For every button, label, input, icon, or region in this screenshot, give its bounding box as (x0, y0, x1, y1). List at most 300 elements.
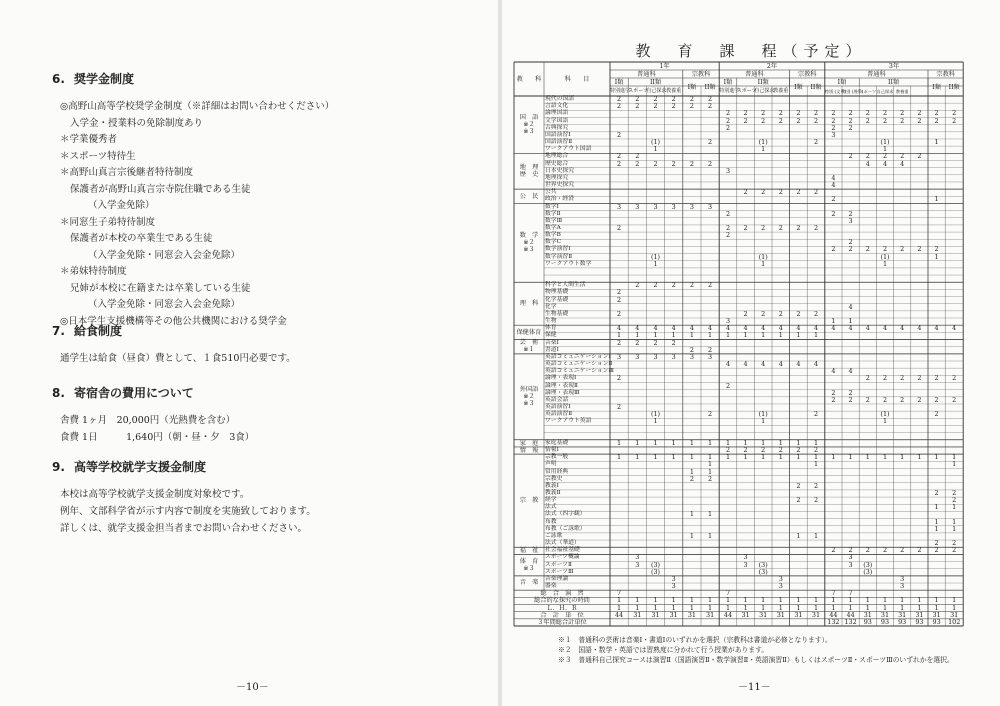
type-label: I類 (614, 78, 624, 86)
summary-value: 93 (863, 617, 872, 626)
credit-value: 2 (725, 209, 731, 218)
subject-name: 科学と人間生活 (545, 282, 586, 289)
summary-value: 1 (671, 596, 676, 605)
credit-value: 2 (900, 116, 905, 125)
summary-value: 31 (687, 610, 696, 619)
credit-value: 2 (900, 395, 905, 404)
summary-value: 1 (917, 596, 922, 605)
body-text-line: 例年、文部科学省が示す内容で制度を実施致しております。 (60, 506, 316, 517)
summary-label: Ｌ．Ｈ．Ｒ (546, 604, 578, 612)
credit-value: 1 (708, 453, 713, 462)
summary-label: 総 合 演 習 (540, 590, 584, 598)
summary-value: 31 (794, 610, 803, 619)
credit-value: 1 (743, 331, 748, 340)
credit-value: 1 (934, 517, 939, 526)
subject-area-label: 体 育 ※３ (519, 557, 539, 572)
course-type-label: 自己探求 (646, 87, 667, 94)
footnote: ※３ 普通科自己探究コースは演習Ⅱ（国語演習Ⅱ・数学演習Ⅱ・英語演習Ⅱ）もしくはスポーツⅡ・スポーツⅢのいずれかを選択。 (558, 656, 954, 664)
credit-value: 1 (934, 453, 939, 462)
section-title-text: 給食制度 (74, 324, 123, 338)
credit-value: 1 (708, 467, 713, 476)
credit-value: 1 (813, 460, 819, 469)
summary-value: 1 (743, 596, 748, 605)
summary-value: 1 (952, 603, 957, 612)
credit-value: 4 (900, 324, 905, 333)
summary-value: 1 (708, 596, 713, 605)
subject-name: 数学演習Ⅱ (545, 253, 573, 260)
summary-value: 1 (865, 603, 870, 612)
subject-area-label: 外国語 ※２ ※３ (519, 386, 539, 407)
credit-value: 1 (653, 145, 658, 154)
credit-value: 2 (743, 109, 748, 118)
body-text-line: 通学生は給食（昼食）費として、１食510円必要です。 (60, 353, 296, 364)
subject-name: 世界史探究 (545, 182, 574, 189)
credit-value: 2 (848, 388, 853, 397)
credit-value: 2 (761, 309, 766, 318)
credit-value: 2 (831, 395, 836, 404)
credit-value: 2 (813, 446, 819, 455)
summary-value: 1 (848, 603, 853, 612)
subject-name: 英語コミュニケーションⅠ (545, 353, 611, 360)
body-text-line: 食費 1日 1,640円（朝・昼・夕 3食） (60, 432, 255, 443)
credit-value: 1 (831, 453, 836, 462)
credit-value: 4 (917, 324, 922, 333)
credit-value: 4 (796, 324, 801, 333)
body-text-line: 本校は高等学校就学支援金制度対象校です。 (60, 489, 250, 500)
credit-value: 1 (653, 331, 658, 340)
credit-value: 2 (813, 496, 819, 505)
credit-value: 2 (689, 281, 694, 290)
credit-value: 1 (617, 438, 622, 447)
credit-value: 3 (725, 166, 731, 175)
credit-value: 2 (617, 374, 622, 383)
credit-value: 3 (671, 582, 676, 591)
course-label: 普通科 (745, 70, 764, 78)
credit-value: 2 (796, 224, 801, 232)
credit-value: 2 (831, 388, 836, 397)
subject-name: 保健 (545, 332, 557, 339)
credit-value: 3 (689, 202, 694, 211)
credit-value: 2 (653, 338, 658, 347)
credit-value: 2 (952, 539, 957, 548)
credit-value: 3 (900, 574, 905, 583)
summary-value: 31 (950, 610, 959, 619)
summary-value: 102 (948, 617, 961, 626)
credit-value: 2 (882, 546, 888, 555)
subject-name: 言語文化 (545, 103, 569, 110)
summary-value: 31 (863, 610, 872, 619)
credit-value: 2 (865, 109, 870, 118)
subject-name: 日本史探究 (545, 167, 574, 174)
credit-value: 2 (848, 209, 853, 218)
credit-value: 2 (617, 309, 622, 318)
credit-value: 2 (900, 245, 905, 254)
credit-value: 1 (708, 331, 713, 340)
credit-value: 3 (671, 202, 676, 211)
course-type-label: 自己探求 (876, 88, 894, 94)
course-type-label: 特別進学 (719, 87, 740, 94)
credit-value: 2 (617, 288, 622, 297)
summary-value: 1 (796, 603, 801, 612)
credit-value: 2 (671, 102, 676, 111)
credit-value: 3 (743, 560, 748, 569)
credit-value: 2 (813, 109, 819, 118)
credit-value: 2 (831, 195, 836, 204)
credit-value: 1 (689, 531, 694, 540)
credit-value: 4 (761, 324, 766, 333)
credit-value: 1 (952, 453, 957, 462)
credit-value: 2 (934, 245, 939, 254)
credit-value: (3) (758, 567, 768, 576)
subject-name: スポーツⅡ (545, 561, 572, 568)
credit-value: 2 (831, 123, 836, 132)
subject-name: 英語演習Ⅱ (545, 411, 573, 418)
credit-value: 4 (952, 324, 957, 333)
credit-value: 1 (813, 438, 819, 447)
credit-value: 1 (653, 453, 658, 462)
credit-value: 1 (743, 438, 748, 447)
credit-value: 2 (725, 381, 731, 390)
body-text-line: （入学金免除・同窓会入会金免除） (88, 249, 241, 261)
credit-value: 1 (952, 524, 957, 533)
subject-name: スポーツ概論 (545, 554, 580, 561)
credit-value: 1 (813, 531, 819, 540)
credit-value: 4 (761, 360, 766, 369)
summary-value: 1 (653, 603, 658, 612)
credit-value: 1 (848, 453, 853, 462)
credit-value: 4 (900, 159, 905, 168)
subject-name: 地理総合 (545, 153, 569, 160)
credit-value: 3 (848, 216, 853, 225)
body-text-line: ◎日本学生支援機構等その他公共機関における奨学金 (60, 315, 287, 327)
credit-value: 2 (865, 116, 870, 125)
credit-value: 2 (617, 403, 622, 412)
credit-value: 1 (761, 259, 766, 268)
type-label: II類 (888, 78, 900, 86)
subject-name: 化学 (545, 303, 557, 310)
summary-value: 31 (633, 610, 642, 619)
subject-name: 生物基礎 (545, 310, 569, 317)
body-text-line: 入学金・授業料の免除制度あり (70, 117, 204, 129)
credit-value: (3) (650, 560, 661, 569)
credit-value: 1 (813, 331, 819, 340)
subject-name: 論理・表現Ⅰ (545, 375, 577, 382)
credit-value: 2 (813, 481, 819, 490)
subject-name: 数学A (545, 225, 561, 231)
credit-value: 2 (900, 109, 905, 118)
subject-name: 書道Ⅰ (545, 346, 559, 353)
credit-value: 1 (725, 453, 731, 462)
subject-name: 法式（華道） (545, 540, 580, 547)
section-number: 9. (52, 460, 65, 474)
credit-value: 2 (708, 410, 713, 419)
subject-name: 器楽 (545, 583, 557, 590)
section-number: 7. (52, 324, 65, 338)
credit-value: (3) (863, 560, 873, 569)
credit-value: 2 (761, 224, 766, 232)
credit-value: 2 (635, 159, 640, 168)
body-text-line: 詳しくは、就学支援金担当者までお問い合わせください。 (60, 523, 308, 534)
subject-name: 宗教一般 (545, 454, 569, 461)
credit-value: 4 (831, 367, 836, 376)
subject-name: 論理・表現Ⅲ (545, 389, 580, 396)
summary-value: 1 (617, 603, 622, 612)
body-text-line: ＊スポーツ特待生 (60, 150, 136, 162)
credit-value: 2 (725, 116, 731, 125)
credit-value: 2 (882, 116, 888, 125)
summary-value: 1 (617, 596, 622, 605)
credit-value: (1) (880, 252, 890, 261)
credit-value: 4 (848, 302, 853, 311)
course-type-label: 特別進学 (610, 87, 631, 94)
year-label: 2年 (766, 62, 778, 70)
credit-value: (1) (758, 252, 768, 261)
credit-value: 1 (653, 438, 658, 447)
credit-value: (3) (863, 567, 873, 576)
credit-value: (1) (650, 138, 661, 147)
credit-value: 3 (708, 202, 713, 211)
subject-area-label: 公 民 (519, 192, 539, 200)
subject-area-label: 情 報 (519, 446, 539, 454)
credit-value: 1 (778, 331, 783, 340)
credit-value: 3 (778, 574, 783, 583)
credit-value: 2 (743, 116, 748, 125)
credit-value: 3 (848, 553, 853, 562)
credit-value: 2 (761, 188, 766, 197)
credit-value: (1) (650, 410, 661, 419)
credit-value: 2 (635, 338, 640, 347)
year-label: 1年 (659, 62, 670, 70)
credit-value: 2 (952, 496, 957, 505)
religion-type-label: I類 (932, 83, 941, 91)
credit-value: 2 (952, 395, 957, 404)
credit-value: 1 (952, 503, 957, 512)
summary-value: 31 (669, 610, 678, 619)
credit-value: 4 (743, 324, 748, 333)
credit-value: 1 (689, 467, 694, 476)
credit-value: 2 (813, 138, 819, 147)
summary-value: 1 (689, 603, 694, 612)
credit-value: 2 (725, 231, 731, 240)
credit-value: 4 (848, 367, 853, 376)
credit-value: 2 (865, 245, 870, 254)
credit-value: 2 (653, 159, 658, 168)
credit-value: 4 (743, 360, 748, 369)
subject-name: 布教（ご詠歌） (545, 525, 586, 532)
course-type-label: スポーツ (859, 88, 877, 94)
credit-value: 2 (671, 281, 676, 290)
credit-value: 4 (813, 360, 819, 369)
summary-value: 93 (915, 617, 924, 626)
credit-value: 2 (900, 546, 905, 555)
credit-value: 2 (708, 102, 713, 111)
credit-value: 1 (761, 438, 766, 447)
credit-value: 2 (778, 109, 783, 118)
subject-area-label: 地 理 歴 史 (519, 164, 539, 178)
credit-value: 2 (934, 410, 939, 419)
credit-value: 1 (671, 331, 676, 340)
summary-value: 1 (761, 603, 766, 612)
credit-value: 2 (917, 116, 922, 125)
credit-value: 1 (761, 453, 766, 462)
body-text-line: ＊同窓生子弟特待制度 (60, 216, 156, 228)
credit-value: 1 (761, 331, 766, 340)
credit-value: (1) (880, 410, 890, 419)
credit-value: 2 (778, 116, 783, 125)
subject-area-label: 家 庭 (519, 439, 539, 447)
credit-value: 1 (761, 145, 766, 154)
column-header: 教 科 (516, 75, 542, 83)
credit-value: 2 (848, 152, 853, 161)
subject-name: 数学Ⅰ (545, 203, 559, 210)
course-type-label: 特別 (文系) (824, 88, 847, 94)
summary-value: 31 (776, 610, 785, 619)
credit-value: 4 (671, 324, 676, 333)
credit-value: 3 (653, 352, 658, 361)
body-text-line: （入学金免除・同窓会入会金免除） (88, 299, 241, 310)
footnote: ※１ 普通科の芸術は音楽Ⅰ・書道Ⅰのいずれかを選択（宗教科は書道が必修となります）。 (558, 636, 832, 644)
right-page (502, 0, 1000, 706)
credit-value: 1 (882, 417, 888, 426)
section-title (52, 458, 206, 475)
page-number-right: －11－ (738, 682, 771, 693)
credit-value: 4 (617, 324, 622, 333)
summary-value: 31 (898, 610, 907, 619)
section-number: 6. (52, 72, 65, 86)
credit-value: 4 (831, 181, 836, 190)
left-page (0, 0, 498, 706)
credit-value: 1 (689, 510, 694, 519)
credit-value: 2 (796, 496, 801, 505)
credit-value: 4 (865, 324, 870, 333)
summary-value: 1 (952, 596, 957, 605)
religion-type-label: I類 (687, 83, 697, 91)
summary-value: 31 (880, 610, 890, 619)
subject-name: 布教 (545, 518, 557, 525)
subject-name: 常用経典 (545, 468, 569, 475)
credit-value: 1 (934, 195, 939, 204)
credit-value: 1 (761, 417, 766, 426)
religion-type-label: II類 (704, 83, 716, 91)
credit-value: 1 (708, 460, 713, 469)
footnote: ※２ 国語・数学・英語では習熟度に分かれて行う授業があります。 (558, 646, 769, 654)
credit-value: 1 (934, 252, 939, 261)
credit-value: 1 (671, 438, 676, 447)
credit-value: 2 (934, 546, 939, 555)
credit-value: 2 (671, 338, 676, 347)
credit-value: 2 (743, 188, 748, 197)
credit-value: 4 (831, 173, 836, 182)
subject-name: 公共 (545, 189, 557, 196)
subject-name: 法式（四字観） (545, 511, 586, 518)
credit-value: (1) (758, 138, 768, 147)
summary-value: 93 (880, 617, 890, 626)
summary-value: 1 (900, 596, 905, 605)
summary-value: 7 (725, 589, 731, 598)
section-number: 8. (52, 386, 65, 400)
subject-name: 情報Ⅰ (545, 447, 559, 454)
credit-value: 2 (689, 474, 694, 483)
summary-value: 31 (651, 610, 660, 619)
credit-value: 4 (934, 324, 939, 333)
subject-name: 数学Ⅱ (545, 210, 561, 217)
summary-value: 1 (934, 596, 939, 605)
type-label: II類 (649, 78, 662, 86)
credit-value: 3 (900, 582, 905, 591)
summary-value: 1 (934, 603, 939, 612)
curriculum-title: 教 育 課 程（予定） (635, 42, 867, 60)
credit-value: 3 (653, 202, 658, 211)
credit-value: 3 (831, 130, 836, 139)
credit-value: 2 (917, 109, 922, 118)
credit-value: 2 (865, 374, 870, 383)
credit-value: 2 (952, 116, 957, 125)
credit-value: 2 (708, 138, 713, 147)
summary-value: 1 (635, 596, 640, 605)
credit-value: 2 (617, 338, 622, 347)
subject-name: 体育 (545, 325, 557, 332)
credit-value: 2 (813, 309, 819, 318)
credit-value: 4 (865, 159, 870, 168)
course-type-label: 教養重 (666, 87, 682, 94)
credit-value: 2 (617, 159, 622, 168)
subject-name: ご詠歌 (545, 532, 563, 539)
subject-name: 国語演習Ⅱ (545, 139, 573, 146)
subject-name: 論理・表現Ⅱ (545, 382, 578, 389)
subject-name: 数学C (545, 239, 562, 246)
credit-value: 2 (952, 546, 957, 555)
credit-value: 2 (900, 374, 905, 383)
subject-name: 社会福祉基礎 (545, 547, 580, 554)
credit-value: 2 (796, 109, 801, 118)
credit-value: 2 (882, 109, 888, 118)
body-text-line: 保護者が高野山真言宗寺院住職である生徒 (70, 183, 251, 195)
summary-value: 1 (743, 603, 748, 612)
credit-value: 2 (635, 102, 640, 111)
summary-value: 31 (706, 610, 715, 619)
credit-value: 1 (708, 438, 713, 447)
credit-value: 2 (617, 295, 622, 304)
credit-value: 1 (848, 317, 853, 326)
credit-value: 3 (725, 317, 731, 326)
subject-name: 歴史総合 (545, 160, 569, 167)
summary-label: 合 計 単 位 (540, 611, 584, 619)
subject-area-label: 国 語 ※２ ※３ (519, 113, 539, 135)
subject-name: 英語会話 (545, 396, 569, 403)
credit-value: 2 (865, 395, 870, 404)
summary-value: 7 (848, 589, 853, 598)
body-text-line: ＊学業優秀者 (60, 134, 118, 145)
credit-value: 1 (725, 331, 731, 340)
credit-value: 2 (653, 102, 658, 111)
subject-name: 化学基礎 (545, 296, 569, 303)
credit-value: 2 (952, 109, 957, 118)
credit-value: 2 (778, 309, 783, 318)
subject-name: 法式 (545, 504, 557, 511)
subject-name: ワークアウト国語 (545, 146, 592, 153)
credit-value: 4 (882, 324, 888, 333)
credit-value: 1 (882, 259, 888, 268)
credit-value: 2 (865, 152, 870, 161)
subject-name: 音楽理論 (545, 575, 569, 582)
credit-value: 2 (848, 245, 853, 254)
credit-value: 2 (708, 159, 713, 168)
credit-value: 1 (796, 453, 801, 462)
credit-value: 1 (689, 453, 694, 462)
credit-value: 1 (689, 331, 694, 340)
course-label: 宗教科 (797, 70, 817, 78)
credit-value: 3 (848, 560, 853, 569)
